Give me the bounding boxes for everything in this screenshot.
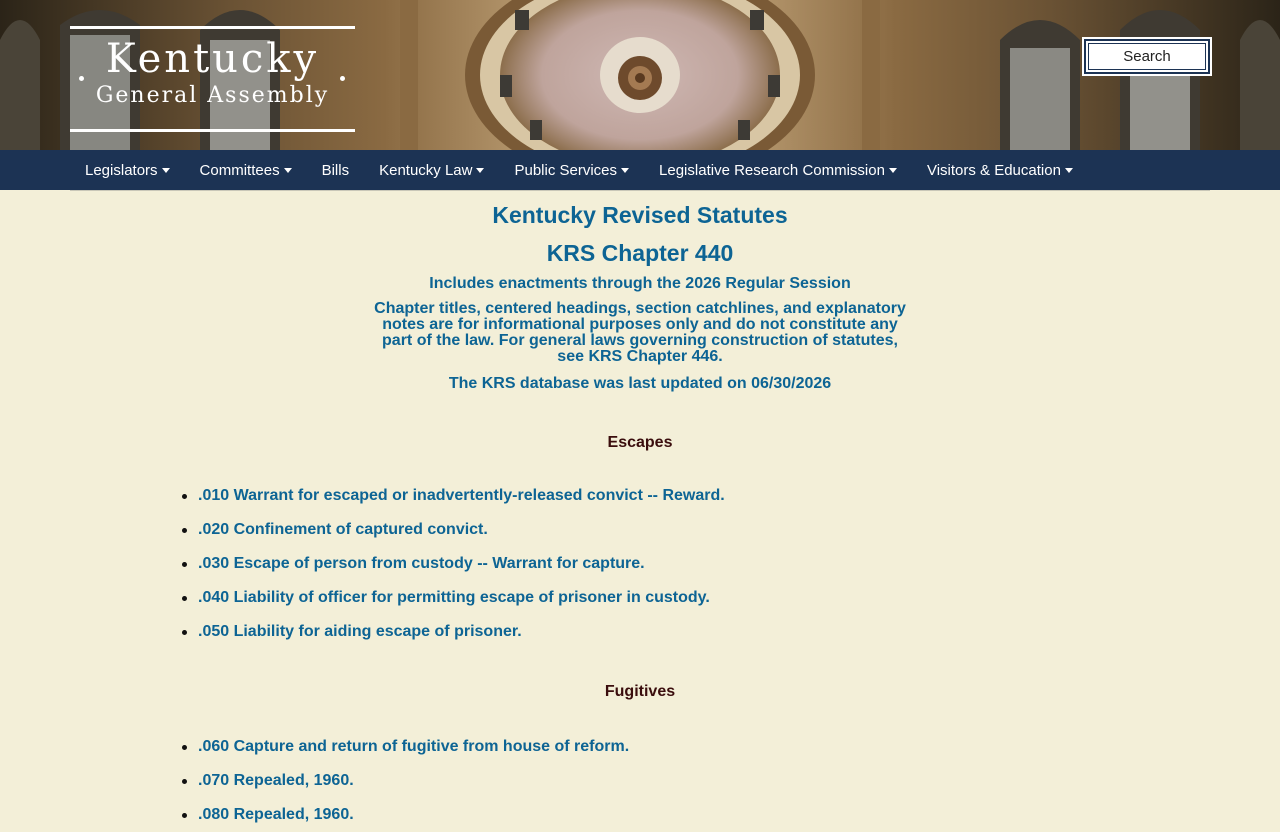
nav-item-committees[interactable]	[185, 150, 307, 190]
list-item	[0, 547, 1280, 581]
logo-line1: Kentucky	[105, 36, 320, 82]
group-heading-fugitives: Fugitives	[604, 683, 676, 700]
nav-divider	[70, 190, 1210, 191]
list-item	[0, 764, 1280, 798]
main-content	[0, 203, 1280, 832]
section-list-fugitives	[0, 730, 1280, 832]
list-item	[0, 479, 1280, 513]
nav-item-public-services[interactable]	[499, 150, 644, 190]
list-item	[0, 615, 1280, 649]
nav-item-label: Bills	[321, 161, 350, 179]
list-item	[0, 513, 1280, 547]
section-list-escapes	[0, 479, 1280, 649]
search-button[interactable]	[1084, 39, 1210, 74]
nav-item-label: Public Services	[514, 161, 618, 179]
search-button-label: Search	[1123, 48, 1171, 65]
nav-item-visitors-education[interactable]	[912, 150, 1088, 190]
disclaimer-text: Chapter titles, centered headings, section catchlines, and explanatory notes are for informational purposes only and do not constitute any part of the law. For general laws governing construction of statutes, see KRS Chapter 446.	[374, 300, 906, 365]
section-link[interactable]: .030 Escape of person from custody -- Warrant for capture.	[198, 555, 645, 572]
nav-item-lrc[interactable]	[644, 150, 912, 190]
logo-dot-left	[79, 76, 84, 81]
nav-item-bills[interactable]	[307, 150, 365, 190]
section-link[interactable]: .040 Liability of officer for permitting escape of prisoner in custody.	[198, 589, 710, 606]
page-title: Kentucky Revised Statutes	[492, 202, 788, 228]
logo-line2: General Assembly	[95, 83, 330, 108]
list-item	[0, 798, 1280, 832]
nav-item-label: Visitors & Education	[926, 161, 1061, 179]
nav-item-label: Legislative Research Commission	[659, 161, 885, 179]
section-link[interactable]: .070 Repealed, 1960.	[198, 772, 354, 789]
nav-item-label: Kentucky Law	[379, 161, 473, 179]
logo-dot-right	[340, 76, 345, 81]
section-link[interactable]: .010 Warrant for escaped or inadvertently-released convict -- Reward.	[198, 487, 725, 504]
site-logo[interactable]	[70, 26, 355, 132]
section-link[interactable]: .020 Confinement of captured convict.	[198, 521, 488, 538]
caret-down-icon	[889, 168, 897, 173]
section-link[interactable]: .050 Liability for aiding escape of prisoner.	[198, 623, 522, 640]
main-nav	[0, 150, 1280, 190]
section-link[interactable]: .060 Capture and return of fugitive from house of reform.	[198, 738, 630, 755]
section-link[interactable]: .080 Repealed, 1960.	[198, 806, 354, 823]
caret-down-icon	[284, 168, 292, 173]
nav-item-legislators[interactable]	[70, 150, 185, 190]
session-note: Includes enactments through the 2026 Regular Session	[429, 275, 851, 292]
list-item	[0, 581, 1280, 615]
caret-down-icon	[476, 168, 484, 173]
nav-item-kentucky-law[interactable]	[364, 150, 499, 190]
group-heading-escapes: Escapes	[607, 434, 673, 451]
caret-down-icon	[162, 168, 170, 173]
header-banner	[0, 0, 1280, 150]
chapter-title: KRS Chapter 440	[546, 240, 734, 266]
last-updated-text: The KRS database was last updated on 06/30/2026	[448, 375, 832, 392]
nav-item-label: Legislators	[85, 161, 158, 179]
nav-item-label: Committees	[199, 161, 280, 179]
list-item	[0, 730, 1280, 764]
caret-down-icon	[621, 168, 629, 173]
caret-down-icon	[1065, 168, 1073, 173]
